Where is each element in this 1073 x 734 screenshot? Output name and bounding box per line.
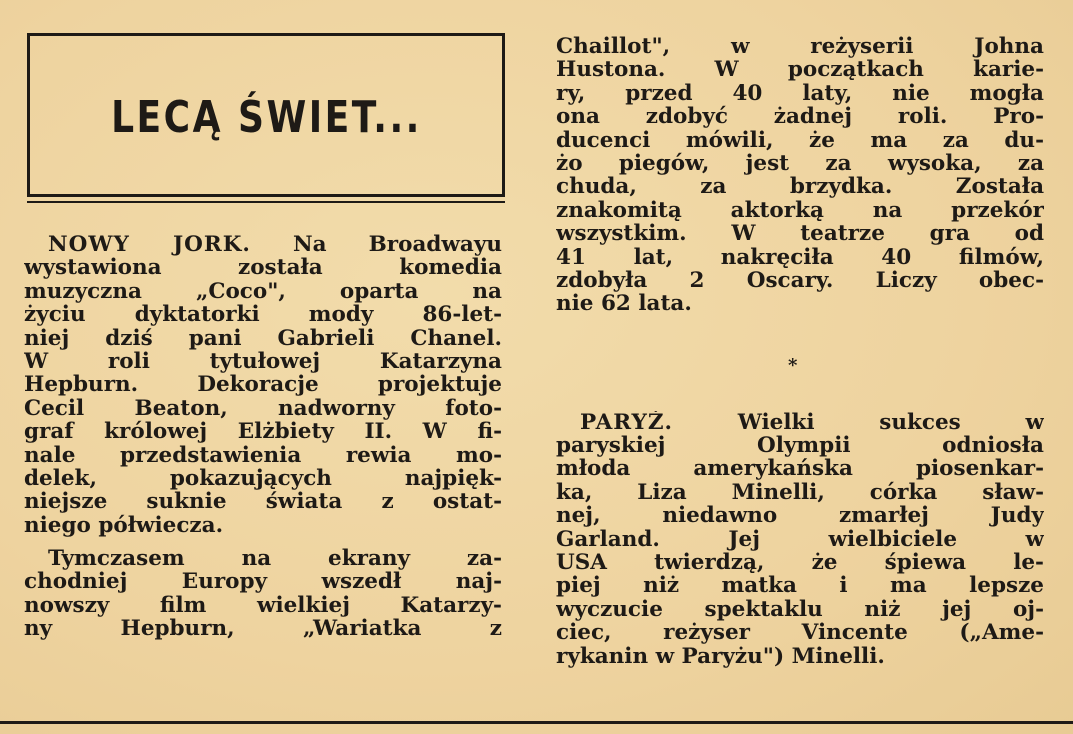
- article-line: Hustona. W początkach karie-: [556, 58, 1044, 82]
- article-line: delek, pokazujących najpięk-: [24, 466, 502, 491]
- article-line: Garland. Jej wielbiciele w: [556, 527, 1044, 552]
- article-line: ciec, reżyser Vincente („Ame-: [556, 621, 1044, 645]
- article-line: piej niż matka i ma lepsze: [556, 574, 1044, 598]
- article-line: niej dziś pani Gabrieli Chanel.: [24, 326, 502, 350]
- article-line: USA twierdzą, że śpiewa le-: [556, 551, 1044, 575]
- section-separator-star: *: [788, 355, 798, 376]
- article-line: muzyczna „Coco", oparta na: [24, 279, 502, 304]
- headline-underline: [27, 201, 505, 203]
- article-line: zdobyła 2 Oscary. Liczy obec-: [556, 268, 1044, 293]
- article-line: ona zdobyć żadnej roli. Pro-: [556, 105, 1044, 129]
- bottom-rule: [0, 721, 1073, 724]
- article-line: nej, niedawno zmarłej Judy: [556, 504, 1044, 528]
- article-line: 41 lat, nakręciła 40 filmów,: [556, 245, 1044, 269]
- left-column: [24, 233, 502, 641]
- article-line: [24, 233, 502, 256]
- right-column: [556, 35, 1044, 668]
- article-line: [556, 411, 1044, 434]
- paragraph-gap: [24, 537, 502, 547]
- article-line: graf królowej Elżbiety II. W fi-: [24, 420, 502, 444]
- article-line: życiu dyktatorki mody 86-let-: [24, 303, 502, 327]
- article-line: rykanin w Paryżu") Minelli.: [556, 644, 885, 668]
- article-line: chodniej Europy wszedł naj-: [24, 570, 502, 594]
- article-line: Hepburn. Dekoracje projektuje: [24, 373, 502, 397]
- article-line: wyczucie spektaklu niż jej oj-: [556, 597, 1044, 622]
- article-line: Tymczasem na ekrany za-: [48, 547, 502, 571]
- article-line: Cecil Beaton, nadworny foto-: [24, 396, 502, 421]
- dateline-paris: PARYŻ.: [580, 410, 674, 435]
- article-line: Chaillot", w reżyserii Johna: [556, 35, 1044, 59]
- article-line: żo piegów, jest za wysoka, za: [556, 151, 1044, 176]
- article-line: wszystkim. W teatrze gra od: [556, 222, 1044, 246]
- headline-box: [27, 33, 505, 197]
- article-line: ducenci mówili, że ma za du-: [556, 128, 1044, 152]
- article-line: wystawiona została komedia: [24, 256, 502, 280]
- article-line: paryskiej Olympii odniosła: [556, 434, 1044, 458]
- article-line: niejsze suknie świata z ostat-: [24, 490, 502, 514]
- article-line: nale przedstawienia rewia mo-: [24, 443, 502, 467]
- article-text: Na Broadwayu: [250, 233, 502, 257]
- article-line: młoda amerykańska piosenkar-: [556, 457, 1044, 481]
- article-line: W roli tytułowej Katarzyna: [24, 349, 502, 374]
- separator-gap: [556, 316, 1044, 411]
- article-line: nie 62 lata.: [556, 292, 692, 316]
- article-line: znakomitą aktorką na przekór: [556, 198, 1044, 223]
- article-text: Wielki sukces w: [673, 410, 1044, 435]
- article-line: chuda, za brzydka. Została: [556, 175, 1044, 199]
- article-line: niego półwiecza.: [24, 513, 224, 538]
- headline: LECĄ ŚWIET...: [110, 91, 422, 143]
- article-line: nowszy film wielkiej Katarzy-: [24, 593, 502, 618]
- dateline-new-york: NOWY JORK.: [48, 233, 251, 257]
- article-line: ka, Liza Minelli, córka sław-: [556, 480, 1044, 505]
- article-line: ny Hepburn, „Wariatka z: [24, 617, 502, 641]
- article-line: ry, przed 40 laty, nie mogła: [556, 81, 1044, 106]
